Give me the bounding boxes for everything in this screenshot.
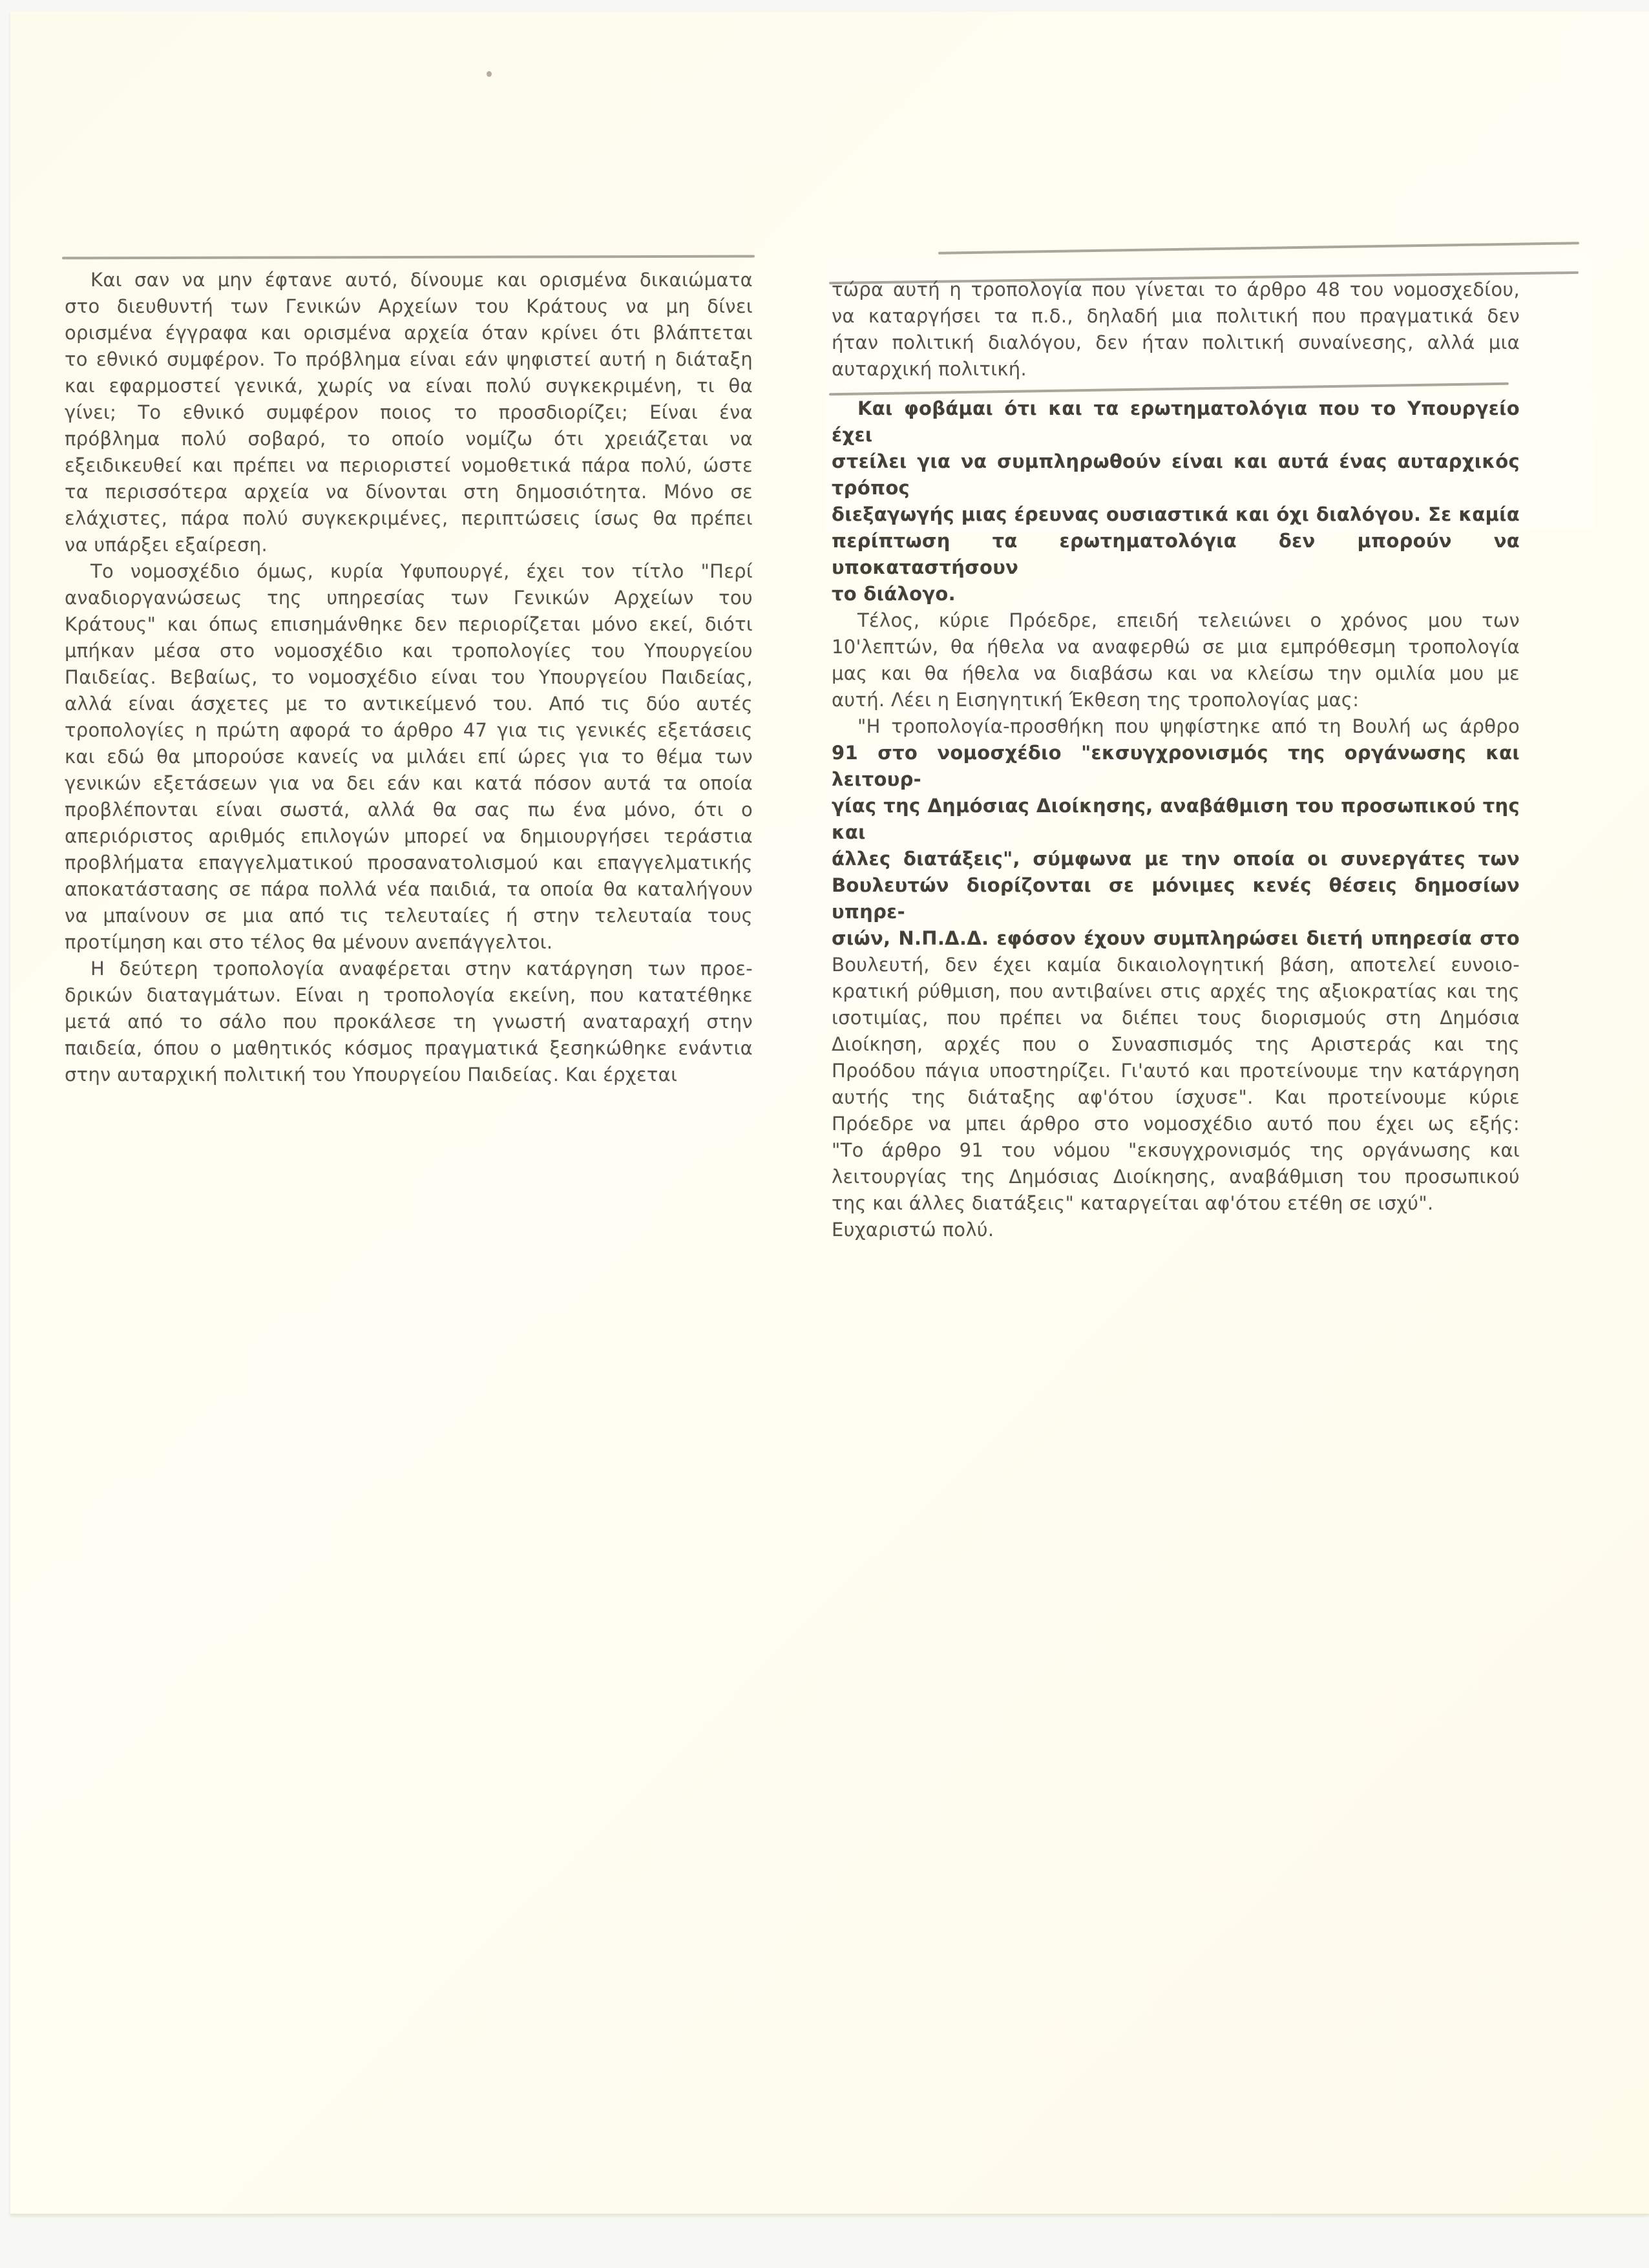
text-line: Προόδου πάγια υποστηρίζει. Γι'αυτό και προτείνουμε την κατάργηση [832,1060,1520,1082]
text-line: απεριόριστος αριθμός επιλογών μπορεί να δημιουργήσει τεράστια [65,825,753,847]
text-line: μετά από το σάλο που προκάλεσε τη γνωστή αναταραχή στην [65,1011,753,1033]
text-line: γενικών εξετάσεων για να δει εάν και κατά πόσον αυτά τα οποία [65,772,753,794]
text-line: "Το άρθρο 91 του νόμου "εκσυγχρονισμός της οργάνωσης και [832,1139,1520,1161]
left-column [65,267,753,1088]
text-line: ελάχιστες, πάρα πολύ συγκεκριμένες, περιπτώσεις ίσως θα πρέπει [65,507,753,529]
text-line: 91 στο νομοσχέδιο "εκσυγχρονισμός της οργάνωσης και λειτουρ- [832,742,1520,790]
text-line: Βουλευτών διορίζονται σε μόνιμες κενές θέσεις δημοσίων υπηρε- [832,874,1520,923]
text-line: αλλά είναι άσχετες με το αντικείμενό του. Από τις δύο αυτές [65,693,753,715]
text-line: Βουλευτή, δεν έχει καμία δικαιολογητική βάση, αποτελεί ευνοιο- [832,954,1520,976]
text-line: να υπάρξει εξαίρεση. [65,534,268,556]
text-line: Και σαν να μην έφτανε αυτό, δίνουμε και ορισμένα δικαιώματα [90,269,753,291]
text-line: αναδιοργανώσεως της υπηρεσίας των Γενικών Αρχείων του [65,587,753,609]
text-line: διεξαγωγής μιας έρευνας ουσιαστικά και όχι διαλόγου. Σε καμία [832,503,1520,525]
text-line: γίνει; Το εθνικό συμφέρον ποιος το προσδιορίζει; Είναι ένα [65,401,753,423]
text-line: Και φοβάμαι ότι και τα ερωτηματολόγια που το Υπουργείο έχει [832,397,1520,446]
text-line: άλλες διατάξεις", σύμφωνα με την οποία οι συνεργάτες των [832,848,1520,870]
text-line: περίπτωση τα ερωτηματολόγια δεν μπορούν να υποκαταστήσουν [832,530,1520,578]
text-line: Ευχαριστώ πολύ. [832,1219,994,1241]
paragraph [65,267,753,558]
text-line: μας και θα ήθελα να διαβάσω και να κλείσω την ομιλία μου με [832,662,1520,684]
text-line: και εδώ θα μπορούσε κανείς να μιλάει επί ώρες για το θέμα των [65,746,753,768]
text-line: δρικών διαταγμάτων. Είναι η τροπολογία εκείνη, που κατατέθηκε [65,984,753,1006]
text-line: στην αυταρχική πολιτική του Υπουργείου Παιδείας. Και έρχεται [65,1064,678,1086]
text-line: κρατική ρύθμιση, που αντιβαίνει στις αρχές της αξιοκρατίας και της [832,980,1520,1002]
text-line: προβλέπονται είναι σωστά, αλλά θα σας πω ένα μόνο, ότι ο [65,799,753,821]
text-line: Παιδείας. Βεβαίως, το νομοσχέδιο είναι του Υπουργείου Παιδείας, [65,666,753,688]
text-line: το διάλογο. [832,583,956,605]
text-line: "Η τροπολογία-προσθήκη που ψηφίστηκε από τη Βουλή ως άρθρο [857,715,1520,737]
text-line: Πρόεδρε να μπει άρθρο στο νομοσχέδιο αυτό που έχει ως εξής: [832,1113,1520,1135]
text-line: 10'λεπτών, θα ήθελα να αναφερθώ σε μια εμπρόθεσμη τροπολογία [832,636,1520,658]
text-line: να καταργήσει τα π.δ., δηλαδή μια πολιτική που πραγματικά δεν [832,305,1520,327]
text-line: το εθνικό συμφέρον. Το πρόβλημα είναι εάν ψηφιστεί αυτή η διάταξη [65,348,753,370]
text-line: σιών, Ν.Π.Δ.Δ. εφόσον έχουν συμπληρώσει διετή υπηρεσία στο [832,927,1520,949]
text-line: προβλήματα επαγγελματικού προσανατολισμού και επαγγελματικής [65,852,753,874]
paragraph [832,395,1520,607]
right-column [832,277,1520,1243]
text-line: προτίμηση και στο τέλος θα μένουν ανεπάγγελτοι. [65,931,553,953]
text-line: τροπολογίες η πρώτη αφορά το άρθρο 47 για τις γενικές εξετάσεις [65,719,753,741]
text-line: Τέλος, κύριε Πρόεδρε, επειδή τελειώνει ο χρόνος μου των [857,609,1520,631]
text-line: λειτουργίας της Δημόσιας Διοίκησης, αναβάθμιση του προσωπικού [832,1166,1520,1188]
text-line: γίας της Δημόσιας Διοίκησης, αναβάθμιση του προσωπικού της και [832,795,1520,843]
text-line: και εφαρμοστεί γενικά, χωρίς να είναι πολύ συγκεκριμένη, τι θα [65,375,753,397]
text-line: ήταν πολιτική διαλόγου, δεν ήταν πολιτική συναίνεσης, αλλά μια [832,331,1520,353]
text-line: να μπαίνουν σε μια από τις τελευταίες ή στην τελευταία τους [65,905,753,927]
text-line: της και άλλες διατάξεις" καταργείται αφ'ότου ετέθη σε ισχύ". [832,1192,1434,1214]
text-line: ισοτιμίας, που πρέπει να διέπει τους διορισμούς στη Δημόσια [832,1007,1520,1029]
text-line: αυτή. Λέει η Εισηγητική Έκθεση της τροπολογίας μας: [832,689,1360,711]
text-line: τα περισσότερα αρχεία να δίνονται στη δημοσιότητα. Μόνο σε [65,481,753,503]
text-line: αποκατάστασης σε πάρα πολλά νέα παιδιά, τα οποία θα καταλήγουν [65,878,753,900]
paragraph [832,1217,1520,1243]
text-line: πρόβλημα πολύ σοβαρό, το οποίο νομίζω ότι χρειάζεται να [65,428,753,450]
text-line: τώρα αυτή η τροπολογία που γίνεται το άρθρο 48 του νομοσχεδίου, [832,278,1520,300]
ink-speck [487,71,492,77]
text-line: Κράτους" και όπως επισημάνθηκε δεν περιορίζεται μόνο εκεί, διότι [65,613,753,635]
paragraph [65,558,753,956]
text-line: στο διευθυντή των Γενικών Αρχείων του Κράτους να μη δίνει [65,295,753,317]
paragraph [65,956,753,1088]
text-line: εξειδικευθεί και πρέπει να περιοριστεί νομοθετικά πάρα πολύ, ώστε [65,454,753,476]
text-line: Διοίκηση, αρχές που ο Συνασπισμός της Αριστεράς και της [832,1033,1520,1055]
paragraph [832,607,1520,713]
paragraph [832,277,1520,383]
text-line: αυταρχική πολιτική. [832,358,1027,380]
paragraph [832,713,1520,1217]
text-line: Το νομοσχέδιο όμως, κυρία Υφυπουργέ, έχει τον τίτλο "Περί [90,560,753,582]
text-line: μπήκαν μέσα στο νομοσχέδιο και τροπολογίες του Υπουργείου [65,640,753,662]
text-line: αυτής της διάταξης αφ'ότου ίσχυσε". Και προτείνουμε κύριε [832,1086,1520,1108]
text-line: παιδεία, όπου ο μαθητικός κόσμος πραγματικά ξεσηκώθηκε ενάντια [65,1037,753,1059]
text-line: Η δεύτερη τροπολογία αναφέρεται στην κατάργηση των προε- [90,958,753,980]
text-line: στείλει για να συμπληρωθούν είναι και αυτά ένας αυταρχικός τρόπος [832,450,1520,499]
text-line: ορισμένα έγγραφα και ορισμένα αρχεία όταν κρίνει ότι βλάπτεται [65,322,753,344]
